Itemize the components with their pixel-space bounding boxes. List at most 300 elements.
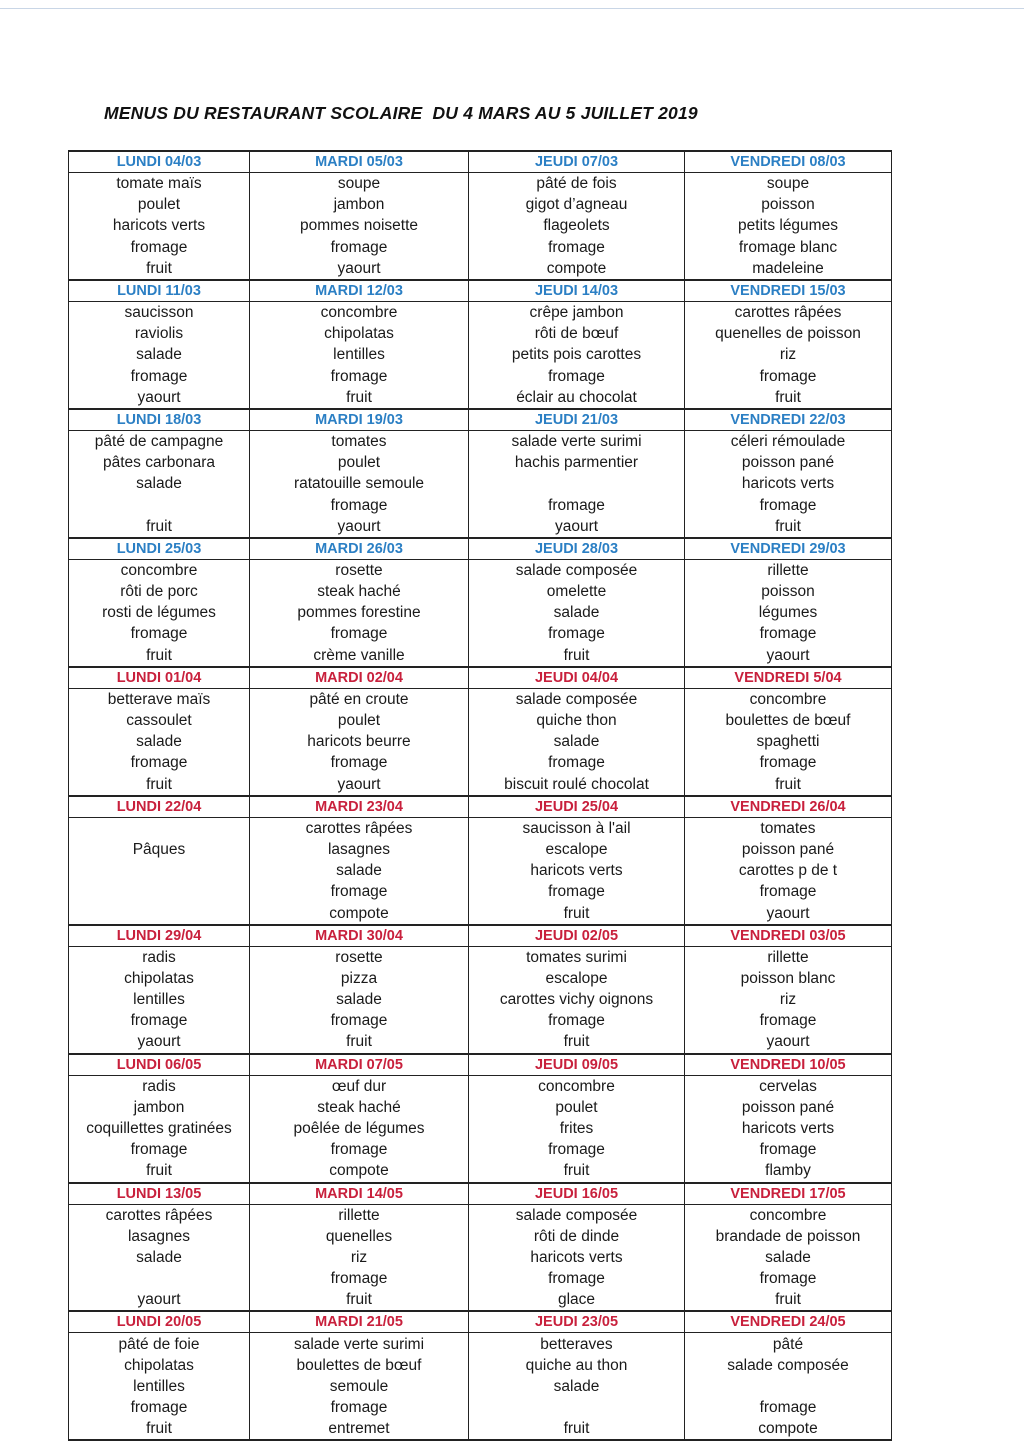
menu-course-row <box>69 817 892 839</box>
menu-course-row <box>69 1118 892 1139</box>
week-header-row <box>69 538 892 560</box>
menu-item: salade <box>469 602 685 623</box>
menu-item: madeleine <box>685 258 892 280</box>
menu-item: yaourt <box>685 902 892 924</box>
menu-item: ratatouille semoule <box>250 473 469 494</box>
menu-item: fromage <box>685 1139 892 1160</box>
day-heading: VENDREDI 5/04 <box>685 667 892 689</box>
menu-course-row <box>69 881 892 902</box>
day-heading: MARDI 30/04 <box>250 925 469 947</box>
menu-item: pommes noisette <box>250 215 469 236</box>
menu-item: fromage <box>469 1139 685 1160</box>
day-heading: LUNDI 29/04 <box>69 925 250 947</box>
menu-item: fromage <box>250 623 469 644</box>
menu-item: spaghetti <box>685 731 892 752</box>
day-heading: JEUDI 28/03 <box>469 538 685 560</box>
menu-item: rillette <box>685 946 892 968</box>
menu-item <box>469 1397 685 1418</box>
menu-item: salade composée <box>469 559 685 581</box>
menu-item: carottes râpées <box>250 817 469 839</box>
menu-item <box>469 473 685 494</box>
menu-item: brandade de poisson <box>685 1226 892 1247</box>
day-heading: VENDREDI 24/05 <box>685 1311 892 1333</box>
menu-item: poisson <box>685 194 892 215</box>
menu-item: boulettes de bœuf <box>685 710 892 731</box>
menu-item: tomates <box>685 817 892 839</box>
menu-item: fromage <box>469 494 685 515</box>
day-heading: MARDI 19/03 <box>250 409 469 431</box>
day-heading: JEUDI 07/03 <box>469 151 685 173</box>
menu-course-row <box>69 258 892 280</box>
menu-item: soupe <box>250 173 469 195</box>
menu-item <box>69 494 250 515</box>
menu-course-row <box>69 839 892 860</box>
menu-item: salade <box>69 1247 250 1268</box>
menu-item: salade <box>685 1247 892 1268</box>
menu-item: fromage <box>69 623 250 644</box>
menu-item: fruit <box>469 645 685 667</box>
week-header-row <box>69 409 892 431</box>
menu-course-row <box>69 1355 892 1376</box>
menu-item: coquillettes gratinées <box>69 1118 250 1139</box>
menu-course-row <box>69 1268 892 1289</box>
menu-item: salade composée <box>685 1355 892 1376</box>
menu-item: fromage <box>469 1010 685 1031</box>
menu-item: fruit <box>69 516 250 538</box>
menu-item: fruit <box>69 645 250 667</box>
menu-item: fromage <box>250 752 469 773</box>
menu-item: fruit <box>250 387 469 409</box>
week-header-row <box>69 667 892 689</box>
menu-item: raviolis <box>69 323 250 344</box>
day-heading: VENDREDI 22/03 <box>685 409 892 431</box>
menu-item: compote <box>250 902 469 924</box>
menu-item: salade <box>250 989 469 1010</box>
day-heading: LUNDI 04/03 <box>69 151 250 173</box>
day-heading: MARDI 12/03 <box>250 280 469 302</box>
menu-item: fruit <box>469 902 685 924</box>
menu-item: compote <box>469 258 685 280</box>
menu-course-row <box>69 1160 892 1182</box>
menu-item: poulet <box>250 452 469 473</box>
day-heading: JEUDI 09/05 <box>469 1054 685 1076</box>
menu-item: fromage <box>469 237 685 258</box>
menu-item: betteraves <box>469 1333 685 1355</box>
menu-item: radis <box>69 946 250 968</box>
menu-course-row <box>69 1097 892 1118</box>
menu-item: lentilles <box>250 344 469 365</box>
menu-item: fruit <box>685 516 892 538</box>
menu-course-row <box>69 1333 892 1355</box>
menu-course-row <box>69 774 892 796</box>
menu-item: glace <box>469 1289 685 1311</box>
day-heading: LUNDI 13/05 <box>69 1183 250 1205</box>
menu-item: fruit <box>685 1289 892 1311</box>
week-header-row <box>69 796 892 818</box>
menu-course-row <box>69 688 892 710</box>
day-heading: MARDI 05/03 <box>250 151 469 173</box>
menu-item: poulet <box>69 194 250 215</box>
menu-course-row <box>69 902 892 924</box>
menu-item: jambon <box>250 194 469 215</box>
menu-item: quenelles de poisson <box>685 323 892 344</box>
day-heading: VENDREDI 17/05 <box>685 1183 892 1205</box>
menu-item: salade <box>69 731 250 752</box>
menu-course-row <box>69 946 892 968</box>
menu-item: yaourt <box>469 516 685 538</box>
menu-course-row <box>69 559 892 581</box>
menu-item: riz <box>685 344 892 365</box>
day-heading: MARDI 23/04 <box>250 796 469 818</box>
menu-item: fruit <box>69 258 250 280</box>
menu-item: haricots verts <box>685 473 892 494</box>
menu-item: fromage <box>469 366 685 387</box>
day-heading: VENDREDI 26/04 <box>685 796 892 818</box>
day-heading: LUNDI 20/05 <box>69 1311 250 1333</box>
menu-item: salade composée <box>469 1204 685 1226</box>
menu-item: compote <box>250 1160 469 1182</box>
menu-item: crêpe jambon <box>469 301 685 323</box>
menu-item: fruit <box>469 1031 685 1053</box>
menu-course-row <box>69 387 892 409</box>
menu-item: compote <box>685 1418 892 1440</box>
menu-item: haricots verts <box>469 860 685 881</box>
menu-item: fromage blanc <box>685 237 892 258</box>
menu-item: fromage <box>685 1010 892 1031</box>
menu-item: carottes p de t <box>685 860 892 881</box>
menu-item: yaourt <box>69 387 250 409</box>
menu-course-row <box>69 452 892 473</box>
menu-item: fromage <box>250 1268 469 1289</box>
menu-item: lentilles <box>69 989 250 1010</box>
menu-item: fromage <box>250 237 469 258</box>
menu-course-row <box>69 989 892 1010</box>
menu-item: petits pois carottes <box>469 344 685 365</box>
day-heading: JEUDI 14/03 <box>469 280 685 302</box>
menu-item <box>685 1376 892 1397</box>
menu-item: carottes vichy oignons <box>469 989 685 1010</box>
menu-item: lasagnes <box>69 1226 250 1247</box>
menu-item: salade <box>69 344 250 365</box>
day-heading: LUNDI 01/04 <box>69 667 250 689</box>
menu-item: pâté de fois <box>469 173 685 195</box>
page-top-rule <box>0 8 1024 9</box>
menu-course-row <box>69 581 892 602</box>
menu-table-body <box>69 151 892 1440</box>
day-heading: JEUDI 23/05 <box>469 1311 685 1333</box>
day-heading: LUNDI 25/03 <box>69 538 250 560</box>
day-heading: JEUDI 16/05 <box>469 1183 685 1205</box>
menu-item: pâtes carbonara <box>69 452 250 473</box>
menu-item: entremet <box>250 1418 469 1440</box>
day-heading: JEUDI 04/04 <box>469 667 685 689</box>
menu-item: rosette <box>250 559 469 581</box>
menu-item: fruit <box>685 774 892 796</box>
menu-item: chipolatas <box>250 323 469 344</box>
menu-item: rosette <box>250 946 469 968</box>
menu-item: petits légumes <box>685 215 892 236</box>
menu-item: fruit <box>69 774 250 796</box>
menu-course-row <box>69 752 892 773</box>
menu-item: cassoulet <box>69 710 250 731</box>
menu-course-row <box>69 215 892 236</box>
menu-item <box>69 902 250 924</box>
menu-item: tomates <box>250 430 469 452</box>
day-heading: JEUDI 25/04 <box>469 796 685 818</box>
menu-course-row <box>69 430 892 452</box>
menu-item: salade verte surimi <box>250 1333 469 1355</box>
menu-item: pâté <box>685 1333 892 1355</box>
menu-item: yaourt <box>250 258 469 280</box>
menu-item: fruit <box>685 387 892 409</box>
menu-item: hachis parmentier <box>469 452 685 473</box>
menu-course-row <box>69 1247 892 1268</box>
menu-item: lasagnes <box>250 839 469 860</box>
menu-item: yaourt <box>250 516 469 538</box>
menu-course-row <box>69 173 892 195</box>
menu-item: poêlée de légumes <box>250 1118 469 1139</box>
menu-item: flageolets <box>469 215 685 236</box>
menu-course-row <box>69 1376 892 1397</box>
menu-item: quiche thon <box>469 710 685 731</box>
menu-course-row <box>69 1226 892 1247</box>
menu-course-row <box>69 516 892 538</box>
menu-item: rosti de légumes <box>69 602 250 623</box>
menu-item: fruit <box>469 1160 685 1182</box>
menu-item: pâté de campagne <box>69 430 250 452</box>
page-title: MENUS DU RESTAURANT SCOLAIRE DU 4 MARS AU 5 JUILLET 2019 <box>104 103 698 123</box>
menu-course-row <box>69 301 892 323</box>
menu-item: riz <box>685 989 892 1010</box>
menu-item: haricots beurre <box>250 731 469 752</box>
menu-item: fromage <box>69 237 250 258</box>
menu-item: yaourt <box>69 1031 250 1053</box>
menu-course-row <box>69 623 892 644</box>
day-heading: MARDI 21/05 <box>250 1311 469 1333</box>
menu-item: concombre <box>469 1075 685 1097</box>
menu-item: fromage <box>685 881 892 902</box>
menu-item: tomate maïs <box>69 173 250 195</box>
menu-item: éclair au chocolat <box>469 387 685 409</box>
menu-item: escalope <box>469 839 685 860</box>
week-header-row <box>69 1183 892 1205</box>
menu-item: fromage <box>250 1397 469 1418</box>
menu-course-row <box>69 323 892 344</box>
menu-item: rôti de porc <box>69 581 250 602</box>
menu-item: carottes râpées <box>685 301 892 323</box>
menu-item: fromage <box>69 1397 250 1418</box>
menu-item: poulet <box>250 710 469 731</box>
menu-item: poisson blanc <box>685 968 892 989</box>
menu-item: carottes râpées <box>69 1204 250 1226</box>
menu-item: fromage <box>69 1139 250 1160</box>
menu-course-row <box>69 645 892 667</box>
menu-item: quiche au thon <box>469 1355 685 1376</box>
menu-item: légumes <box>685 602 892 623</box>
menu-item: betterave maïs <box>69 688 250 710</box>
menu-item: fromage <box>250 366 469 387</box>
menu-item: crème vanille <box>250 645 469 667</box>
menu-item: cervelas <box>685 1075 892 1097</box>
menu-item: saucisson <box>69 301 250 323</box>
menu-item: fromage <box>685 623 892 644</box>
menu-item: quenelles <box>250 1226 469 1247</box>
menu-item: fromage <box>469 1268 685 1289</box>
menu-item: fruit <box>69 1160 250 1182</box>
menu-item: chipolatas <box>69 1355 250 1376</box>
menu-item: biscuit roulé chocolat <box>469 774 685 796</box>
menu-item: fromage <box>69 752 250 773</box>
menu-item: rillette <box>685 559 892 581</box>
menu-item: fromage <box>685 494 892 515</box>
menu-item: yaourt <box>69 1289 250 1311</box>
day-heading: MARDI 07/05 <box>250 1054 469 1076</box>
menu-item: flamby <box>685 1160 892 1182</box>
menu-course-row <box>69 860 892 881</box>
menu-item: jambon <box>69 1097 250 1118</box>
menu-item: semoule <box>250 1376 469 1397</box>
menu-item: concombre <box>685 1204 892 1226</box>
menu-item: salade <box>469 1376 685 1397</box>
menu-item: fromage <box>69 366 250 387</box>
menu-table <box>68 150 892 1441</box>
menu-course-row <box>69 194 892 215</box>
menu-item: escalope <box>469 968 685 989</box>
menu-item: fromage <box>250 494 469 515</box>
menu-item: pommes forestine <box>250 602 469 623</box>
menu-item <box>69 860 250 881</box>
menu-course-row <box>69 344 892 365</box>
menu-course-row <box>69 1289 892 1311</box>
menu-item: yaourt <box>685 645 892 667</box>
menu-course-row <box>69 1204 892 1226</box>
menu-item: pâté en croute <box>250 688 469 710</box>
menu-item: poisson pané <box>685 839 892 860</box>
menu-item: fromage <box>685 1268 892 1289</box>
menu-item: fromage <box>69 1010 250 1031</box>
menu-item: riz <box>250 1247 469 1268</box>
day-heading: VENDREDI 03/05 <box>685 925 892 947</box>
menu-item: saucisson à l'ail <box>469 817 685 839</box>
menu-item: céleri rémoulade <box>685 430 892 452</box>
day-heading: JEUDI 02/05 <box>469 925 685 947</box>
menu-item: fromage <box>469 881 685 902</box>
menu-item: frites <box>469 1118 685 1139</box>
menu-item: soupe <box>685 173 892 195</box>
menu-item: salade composée <box>469 688 685 710</box>
menu-item: salade <box>69 473 250 494</box>
week-header-row <box>69 151 892 173</box>
menu-item: omelette <box>469 581 685 602</box>
menu-item: chipolatas <box>69 968 250 989</box>
menu-course-row <box>69 968 892 989</box>
menu-item: steak haché <box>250 1097 469 1118</box>
menu-item: pizza <box>250 968 469 989</box>
menu-item <box>69 1268 250 1289</box>
week-header-row <box>69 925 892 947</box>
menu-item: steak haché <box>250 581 469 602</box>
menu-item: fromage <box>685 366 892 387</box>
menu-item: poulet <box>469 1097 685 1118</box>
menu-item: œuf dur <box>250 1075 469 1097</box>
menu-course-row <box>69 1397 892 1418</box>
menu-course-row <box>69 473 892 494</box>
menu-item: haricots verts <box>685 1118 892 1139</box>
menu-item: fruit <box>250 1289 469 1311</box>
menu-item: salade <box>469 731 685 752</box>
menu-item: concombre <box>69 559 250 581</box>
menu-item: fromage <box>685 1397 892 1418</box>
menu-item <box>69 817 250 839</box>
day-heading: LUNDI 18/03 <box>69 409 250 431</box>
menu-item: fromage <box>469 623 685 644</box>
menu-item: salade verte surimi <box>469 430 685 452</box>
menu-course-row <box>69 710 892 731</box>
menu-item: poisson pané <box>685 1097 892 1118</box>
menu-course-row <box>69 602 892 623</box>
menu-item: fruit <box>469 1418 685 1440</box>
menu-item: poisson pané <box>685 452 892 473</box>
menu-item: tomates surimi <box>469 946 685 968</box>
menu-course-row <box>69 1031 892 1053</box>
day-heading: MARDI 14/05 <box>250 1183 469 1205</box>
menu-item: haricots verts <box>469 1247 685 1268</box>
menu-course-row <box>69 1139 892 1160</box>
menu-item: Pâques <box>69 839 250 860</box>
menu-item: yaourt <box>250 774 469 796</box>
menu-item: fruit <box>69 1418 250 1440</box>
day-heading: MARDI 02/04 <box>250 667 469 689</box>
week-header-row <box>69 1054 892 1076</box>
menu-item: lentilles <box>69 1376 250 1397</box>
menu-item: fromage <box>685 752 892 773</box>
menu-course-row <box>69 1010 892 1031</box>
menu-item: fromage <box>250 881 469 902</box>
day-heading: LUNDI 22/04 <box>69 796 250 818</box>
menu-course-row <box>69 731 892 752</box>
menu-item: haricots verts <box>69 215 250 236</box>
day-heading: VENDREDI 15/03 <box>685 280 892 302</box>
menu-course-row <box>69 237 892 258</box>
day-heading: LUNDI 11/03 <box>69 280 250 302</box>
menu-course-row <box>69 1418 892 1440</box>
menu-item: rôti de dinde <box>469 1226 685 1247</box>
day-heading: LUNDI 06/05 <box>69 1054 250 1076</box>
week-header-row <box>69 280 892 302</box>
week-header-row <box>69 1311 892 1333</box>
menu-item: fromage <box>469 752 685 773</box>
day-heading: MARDI 26/03 <box>250 538 469 560</box>
day-heading: VENDREDI 10/05 <box>685 1054 892 1076</box>
menu-course-row <box>69 1075 892 1097</box>
menu-item: concombre <box>250 301 469 323</box>
day-heading: VENDREDI 29/03 <box>685 538 892 560</box>
menu-course-row <box>69 494 892 515</box>
menu-item: fromage <box>250 1139 469 1160</box>
day-heading: JEUDI 21/03 <box>469 409 685 431</box>
menu-item: pâté de foie <box>69 1333 250 1355</box>
menu-item: yaourt <box>685 1031 892 1053</box>
menu-item: poisson <box>685 581 892 602</box>
menu-item: boulettes de bœuf <box>250 1355 469 1376</box>
menu-course-row <box>69 366 892 387</box>
menu-item: fromage <box>250 1010 469 1031</box>
menu-item: gigot d’agneau <box>469 194 685 215</box>
menu-item: salade <box>250 860 469 881</box>
menu-item <box>69 881 250 902</box>
menu-item: rôti de bœuf <box>469 323 685 344</box>
menu-item: fruit <box>250 1031 469 1053</box>
